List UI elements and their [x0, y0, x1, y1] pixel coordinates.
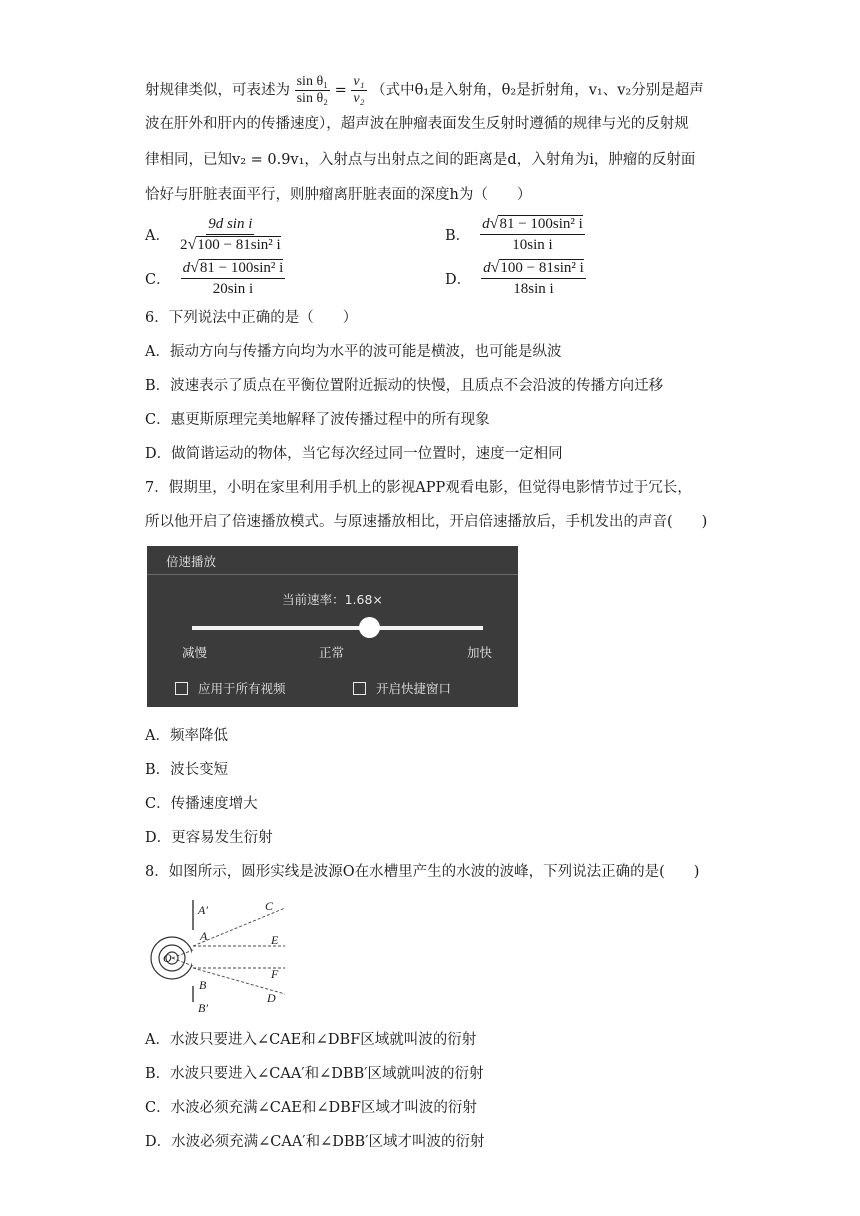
- slider-label-normal: 正常: [319, 645, 345, 660]
- option-label: D．: [445, 272, 472, 288]
- q6-stem: 6．下列说法中正确的是（ ）: [145, 310, 358, 326]
- q5-option-d[interactable]: [445, 258, 586, 299]
- q6-option-b[interactable]: B．波速表示了质点在平衡位置附近振动的快慢，且质点不会沿波的传播方向迁移: [145, 378, 664, 394]
- label-d: D: [267, 991, 276, 1005]
- q6-option-d[interactable]: D．做简谐运动的物体，当它每次经过同一位置时，速度一定相同: [145, 446, 563, 462]
- frac-num-coef: d: [483, 260, 491, 276]
- frac-den: sin θ₂: [296, 91, 329, 106]
- frac-num-radicand: 81 − 100sin² i: [499, 216, 583, 232]
- q5-line3: 律相同，已知v₂ = 0.9v₁，入射点与出射点之间的距离是d，入射角为i，肿瘤的反射面: [145, 152, 696, 168]
- frac-num-coef: d: [482, 216, 490, 232]
- frac-num: sin θ₁: [296, 74, 329, 89]
- panel-header: [147, 546, 518, 575]
- frac-den: 20sin i: [212, 281, 254, 297]
- frac-num-radicand: 100 − 81sin² i: [500, 260, 584, 276]
- quick-window-checkbox[interactable]: [353, 679, 451, 697]
- q7-stem-line2: 所以他开启了倍速播放模式。与原速播放相比，开启倍速播放后，手机发出的声音( ): [145, 514, 708, 530]
- q8-option-a[interactable]: A．水波只要进入∠CAE和∠DBF区域就叫波的衍射: [145, 1032, 477, 1048]
- q5-line4: 恰好与肝脏表面平行，则肿瘤离肝脏表面的深度h为（ ）: [145, 187, 532, 203]
- label-c: C: [265, 899, 274, 913]
- label-e: E: [271, 933, 279, 947]
- panel-title: 倍速播放: [166, 554, 217, 569]
- option-fraction: $\frac{\text{9d sin i}}{\text{2√100 − 81sin² i}}$: [179, 216, 281, 253]
- checkbox-box[interactable]: [353, 682, 366, 695]
- q5-line2: 波在肝外和肝内的传播速度），超声波在肿瘤表面发生反射时遵循的规律与光的反射规: [145, 116, 689, 132]
- q5-line1-text: 射规律类似，可表述为: [145, 82, 290, 99]
- label-f: F: [271, 967, 279, 981]
- frac-den-coef: 2: [179, 237, 188, 253]
- option-label: C．: [145, 272, 171, 288]
- q5-option-a[interactable]: [145, 214, 281, 255]
- option-fraction: $\frac{\text{d√81 − 100sin² i}}{\text{20sin i}}$: [182, 259, 284, 297]
- q5-line1-post: （式中θ₁是入射角，θ₂是折射角，v₁、v₂分别是超声: [371, 82, 704, 99]
- checkbox-box[interactable]: [175, 682, 188, 695]
- slider-label-slow: 减慢: [182, 645, 208, 660]
- q7-option-c[interactable]: C．传播速度增大: [145, 796, 258, 812]
- frac-den-radicand: 100 − 81sin² i: [197, 237, 281, 253]
- q7-stem-line1: 7．假期里，小明在家里利用手机上的影视APP观看电影，但觉得电影情节过于冗长，: [145, 480, 692, 496]
- frac-num: v₁: [353, 74, 365, 89]
- q7-option-b[interactable]: B．波长变短: [145, 762, 229, 778]
- option-label: B．: [445, 228, 471, 244]
- frac-num-coef: d: [182, 260, 191, 276]
- label-a: A: [200, 929, 208, 943]
- frac-den: 10sin i: [512, 237, 553, 253]
- checkbox-label: 开启快捷窗口: [376, 681, 452, 696]
- frac-num-radicand: 81 − 100sin² i: [199, 260, 284, 276]
- slider-label-fast: 加快: [467, 645, 493, 660]
- label-b-prime: B′: [198, 1001, 208, 1015]
- speed-slider-track[interactable]: [192, 626, 483, 630]
- option-fraction: $\frac{\text{d√81 − 100sin² i}}{\text{10sin i}}$: [482, 215, 583, 253]
- current-speed-text: 当前速率：1.68×: [282, 592, 383, 607]
- q5-option-c[interactable]: [145, 258, 285, 299]
- playback-speed-panel: [147, 546, 518, 707]
- q7-option-a[interactable]: A．频率降低: [145, 728, 228, 744]
- q8-option-d[interactable]: D．水波必须充满∠CAA′和∠DBB′区域才叫波的衍射: [145, 1134, 485, 1150]
- q8-stem: 8．如图所示，圆形实线是波源O在水槽里产生的水波的波峰，下列说法正确的是( ): [145, 864, 700, 880]
- equals-sign: =: [334, 82, 347, 99]
- option-fraction: $\frac{\text{d√100 − 81sin² i}}{\text{18sin i}}$: [483, 259, 584, 297]
- frac-den: 18sin i: [513, 281, 554, 297]
- q6-option-c[interactable]: C．惠更斯原理完美地解释了波传播过程中的所有现象: [145, 412, 490, 428]
- apply-all-videos-checkbox[interactable]: [175, 679, 286, 697]
- q8-option-c[interactable]: C．水波必须充满∠CAE和∠DBF区域才叫波的衍射: [145, 1100, 477, 1116]
- q8-option-b[interactable]: B．水波只要进入∠CAA′和∠DBB′区域就叫波的衍射: [145, 1066, 484, 1082]
- option-label: A．: [145, 228, 170, 244]
- velocity-ratio-fraction: [351, 74, 366, 107]
- label-a-prime: A′: [198, 903, 208, 917]
- checkbox-label: 应用于所有视频: [198, 681, 286, 696]
- diffraction-figure: [145, 898, 295, 1018]
- frac-den: v₂: [353, 91, 365, 106]
- q5-option-b[interactable]: [445, 214, 585, 255]
- sine-ratio-fraction: [295, 74, 330, 107]
- speed-slider-thumb[interactable]: [359, 617, 380, 638]
- q5-line1: [145, 74, 704, 107]
- q6-option-a[interactable]: A．振动方向与传播方向均为水平的波可能是横波，也可能是纵波: [145, 344, 562, 360]
- label-o: O: [163, 951, 172, 965]
- frac-num: 9d sin i: [206, 214, 254, 235]
- q7-option-d[interactable]: D．更容易发生衍射: [145, 830, 273, 846]
- label-b: B: [199, 978, 207, 992]
